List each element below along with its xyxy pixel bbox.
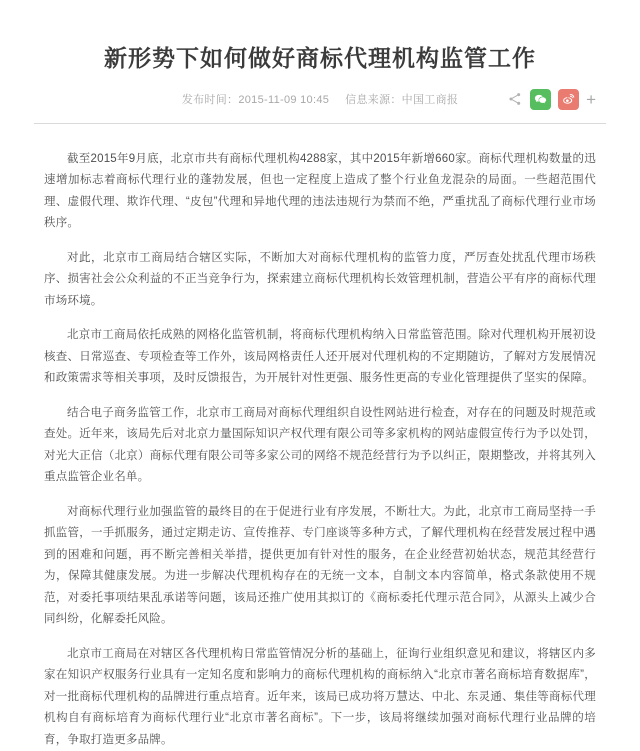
article-paragraph: 北京市工商局依托成熟的网格化监管机制，将商标代理机构纳入日常监管范围。除对代理机构开展初设核查、日常巡查、专项检查等工作外，该局网格责任人还开展对代理机构的不定期随访，了解对方发展情况和政策需求等相关事项，及时反馈报告，为开展针对性更强、服务性更高的专业化管理提供了坚实的保障。 bbox=[44, 329, 596, 385]
source-value: 中国工商报 bbox=[401, 93, 459, 106]
article-body bbox=[44, 124, 596, 751]
plus-icon[interactable]: + bbox=[586, 89, 596, 109]
page-title: 新形势下如何做好商标代理机构监管工作 bbox=[104, 45, 536, 71]
wechat-icon[interactable] bbox=[530, 89, 551, 110]
article-paragraph: 对商标代理行业加强监管的最终目的在于促进行业有序发展，不断壮大。为此，北京市工商局坚持一手抓监管，一手抓服务，通过定期走访、宣传推荐、专门座谈等多种方式，了解代理机构在经营发展过程中遇到的困难和问题，再不断完善相关举措，提供更加有针对性的服务，在企业经营初始状态，规范其经营行为，保障其健康发展。为进一步解决代理机构存在的无统一文本，自制文本内容简单，格式条款使用不规范，对委托事项结果乱承诺等问题，该局还推广使用其拟订的《商标委托代理示范合同》，从源头上减少合同纠纷，化解委托风险。 bbox=[44, 505, 596, 626]
source-label: 信息来源： bbox=[345, 93, 402, 106]
article-paragraph: 结合电子商务监管工作，北京市工商局对商标代理组织自设性网站进行检查，对存在的问题及时规范或查处。近年来，该局先后对北京力量国际知识产权代理有限公司等多家机构的网站虚假宣传行为予以处罚，对光大正信（北京）商标代理有限公司等多家公司的网络不规范经营行为予以纠正，限期整改，并将其列入重点监管企业名单。 bbox=[44, 406, 596, 484]
article-paragraph: 北京市工商局在对辖区各代理机构日常监管情况分析的基础上，征询行业组织意见和建议，将辖区内多家在知识产权服务行业具有一定知名度和影响力的商标代理机构的商标纳入“北京市著名商标培育数据库”，对一批商标代理机构的品牌进行重点培育。近年来，该局已成功将万慧达、中北、东灵通、集佳等商标代理机构自有商标培育为商标代理行业“北京市著名商标”。下一步，该局将继续加强对商标代理行业品牌的培育，争取打造更多品牌。 bbox=[44, 647, 596, 746]
share-nodes-icon[interactable] bbox=[506, 91, 523, 108]
publish-time-label: 发布时间： bbox=[181, 93, 239, 106]
article-paragraph: 截至2015年9月底，北京市共有商标代理机构4288家，其中2015年新增660家。商标代理机构数量的迅速增加标志着商标代理行业的蓬勃发展，但也一定程度上造成了整个行业鱼龙混杂的局面。一些超范围代理、虚假代理、欺诈代理、“皮包”代理和异地代理的违法违规行为禁而不绝，严重扰乱了商标代理行业市场秩序。 bbox=[44, 152, 596, 230]
publish-time-value: 2015-11-09 10:45 bbox=[238, 93, 330, 106]
article-paragraph: 对此，北京市工商局结合辖区实际，不断加大对商标代理机构的监管力度，严厉查处扰乱代理市场秩序、损害社会公众利益的不正当竞争行为，探索建立商标代理机构长效管理机制，营造公平有序的商标代理市场环境。 bbox=[44, 251, 596, 307]
weibo-icon[interactable] bbox=[558, 89, 579, 110]
meta-row bbox=[44, 88, 596, 112]
share-bar bbox=[506, 89, 596, 110]
